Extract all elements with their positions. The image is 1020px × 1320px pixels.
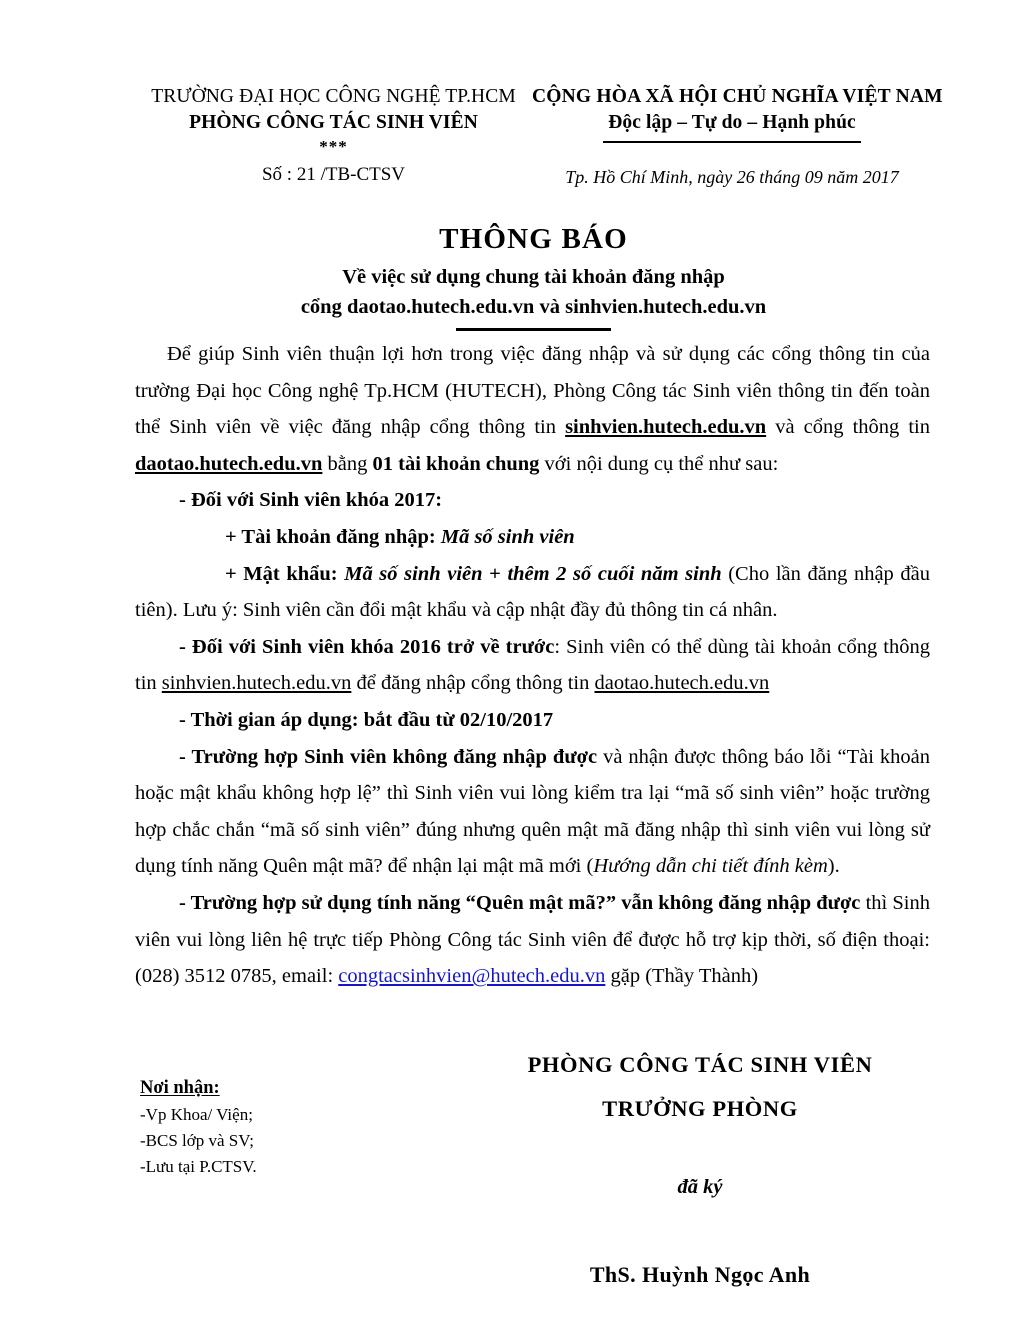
signature-block <box>470 1048 930 1291</box>
recipients-block <box>140 1076 390 1179</box>
cohort-2016-text-b: để đăng nhập cổng thông tin <box>351 672 595 695</box>
country-name: CỘNG HÒA XÃ HỘI CHỦ NGHĨA VIỆT NAM <box>532 86 943 107</box>
shared-account-emphasis: 01 tài khoản chung <box>372 452 540 475</box>
place-and-date: Tp. Hồ Chí Minh, ngày 26 tháng 09 năm 2017 <box>565 167 899 188</box>
login-failure-label: - Trường hợp Sinh viên không đăng nhập được <box>179 745 598 768</box>
username-label: + Tài khoản đăng nhập: <box>225 525 436 548</box>
issuing-authority-block <box>135 84 532 189</box>
motto-underline-rule <box>603 141 861 143</box>
title-underline-rule <box>456 328 611 330</box>
department-name: PHÒNG CÔNG TÁC SINH VIÊN <box>189 111 478 133</box>
attachment-note: Hướng dẫn chi tiết đính kèm <box>593 855 828 878</box>
password-value-part-1: Mã số sinh viên <box>344 562 483 585</box>
password-value-part-2: thêm 2 số cuối năm sinh <box>507 562 722 585</box>
university-name: TRƯỜNG ĐẠI HỌC CÔNG NGHỆ TP.HCM <box>151 86 516 107</box>
intro-text-a: Để giúp Sinh viên thuận lợi hơn trong việc đăng nhập và sử dụng các cổng thông tin của trường Đại học Công nghệ Tp.HCM (HUTECH), Phòng Công tác Sinh viên thông tin đến toàn thể Sinh viên về việc đăng nhập cổng thông tin <box>135 343 930 439</box>
paragraph-effective-date <box>135 702 930 739</box>
portal-link-daotao: daotao.hutech.edu.vn <box>135 452 323 475</box>
effective-date-label: - Thời gian áp dụng: bắt đầu từ 02/10/2017 <box>179 708 554 731</box>
national-heading-block <box>532 84 943 191</box>
subtitle-line-2: cổng daotao.hutech.edu.vn và sinhvien.hutech.edu.vn <box>300 295 767 318</box>
signer-name: ThS. Huỳnh Ngọc Anh <box>589 1262 811 1288</box>
separator-stars: *** <box>319 137 348 157</box>
paragraph-password-rule <box>135 556 930 629</box>
paragraph-intro <box>135 336 930 482</box>
recipient-item: -Vp Khoa/ Viện; <box>140 1104 253 1124</box>
paragraph-login-failure <box>135 739 930 885</box>
subtitle-line-1: Về việc sử dụng chung tài khoản đăng nhập <box>342 265 725 288</box>
login-failure-text-end: ). <box>827 855 840 878</box>
paragraph-cohort-2016 <box>135 629 930 702</box>
cohort-2016-label: - Đối với Sinh viên khóa 2016 trở về trước <box>179 635 555 658</box>
contact-person-text: gặp (Thầy Thành) <box>605 965 759 988</box>
password-plus-sign: + <box>482 562 508 585</box>
signed-marker: đã ký <box>677 1175 723 1198</box>
document-number: Số : 21 /TB-CTSV <box>261 164 406 186</box>
contact-support-text: thì Sinh viên vui lòng liên hệ trực tiếp Phòng Công tác Sinh viên để được hỗ trợ kịp thời, số điện thoại: (028) 3512 0785, email: <box>135 891 930 988</box>
paragraph-cohort-2017 <box>135 482 930 519</box>
username-value: Mã số sinh viên <box>440 525 575 548</box>
support-email-link[interactable]: congtacsinhvien@hutech.edu.vn <box>338 965 606 988</box>
intro-text-c: bằng <box>322 452 373 475</box>
recipient-item: -Lưu tại P.CTSV. <box>140 1156 257 1176</box>
portal-link-sinhvien-2: sinhvien.hutech.edu.vn <box>161 672 352 695</box>
signing-office: PHÒNG CÔNG TÁC SINH VIÊN <box>527 1052 873 1077</box>
signer-role: TRƯỞNG PHÒNG <box>602 1095 798 1121</box>
login-failure-text: và nhận được thông báo lỗi “Tài khoản hoặc mật khẩu không hợp lệ” thì Sinh viên vui lòng kiểm tra lại “mã số sinh viên” hoặc trường hợp chắc chắn “mã số sinh viên” đúng nhưng quên mật mã đăng nhập thì sinh viên vui lòng sử dụng tính năng Quên mật mã? để nhận lại mật mã mới ( <box>135 745 931 878</box>
password-note: (Cho lần đăng nhập đầu tiên). Lưu ý: Sinh viên cần đổi mật khẩu và cập nhật đầy đủ thông tin cá nhân. <box>135 562 931 622</box>
cohort-2017-label: - Đối với Sinh viên khóa 2017: <box>179 489 443 512</box>
document-header <box>135 84 943 191</box>
portal-link-sinhvien: sinhvien.hutech.edu.vn <box>565 416 767 439</box>
recipients-heading: Nơi nhận: <box>140 1078 220 1098</box>
recipient-item: -BCS lớp và SV; <box>140 1130 254 1150</box>
cohort-2016-text-a: : Sinh viên có thể dùng tài khoản cổng thông tin <box>135 635 930 695</box>
intro-text-d: với nội dung cụ thể như sau: <box>539 452 779 475</box>
intro-text-b: và cổng thông tin <box>766 416 930 439</box>
document-body <box>135 336 930 995</box>
password-label: + Mật khẩu: <box>225 562 338 585</box>
paragraph-contact-support <box>135 885 930 995</box>
portal-link-daotao-2: daotao.hutech.edu.vn <box>594 672 770 695</box>
forgot-password-label: - Trường hợp sử dụng tính năng “Quên mật mã?” vẫn không đăng nhập được <box>179 891 861 914</box>
document-title-block <box>135 222 932 331</box>
national-motto: Độc lập – Tự do – Hạnh phúc <box>608 111 856 133</box>
page-title: THÔNG BÁO <box>439 223 628 255</box>
paragraph-username-rule <box>135 519 930 556</box>
